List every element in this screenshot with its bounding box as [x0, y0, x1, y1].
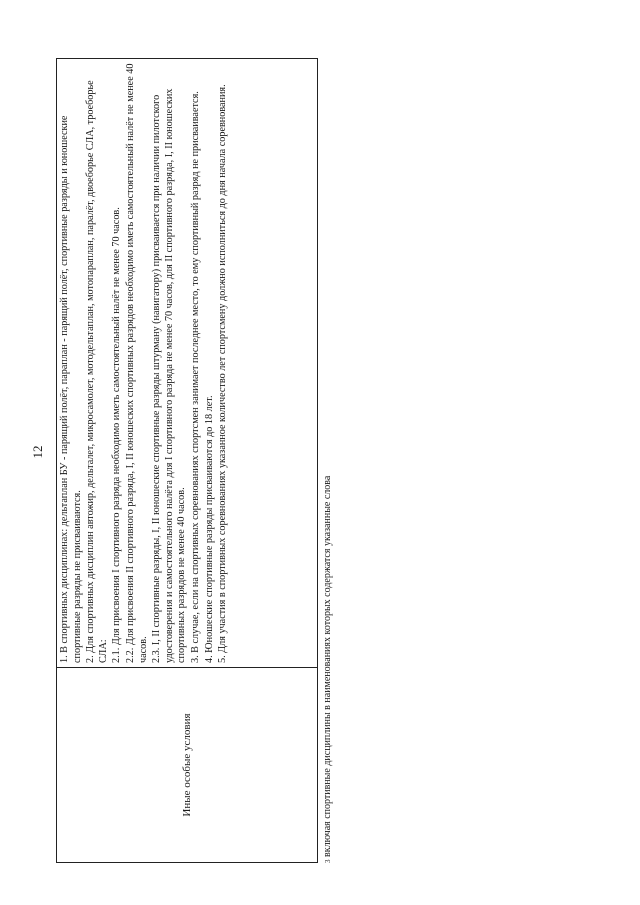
- page-number: 12: [30, 445, 45, 459]
- condition-item-2-2: 2.2. Для присвоения II спортивного разряда, I, II юношеских спортивных разрядов необходимо иметь самостоятельный налёт не менее 40 часов.: [124, 63, 149, 663]
- table-content-cell: [57, 59, 317, 667]
- condition-item-3: 3. В случае, если на спортивных соревнованиях спортсмен занимает последнее место, то ему спортивный разряд не присваивается.: [189, 91, 201, 663]
- condition-item-5: 5. Для участия в спортивных соревнованиях указанное количество лет спортсмену должно исполниться до дня начала соревнования.: [217, 84, 229, 663]
- footnote-text: включая спортивные дисциплины в наименованиях которых содержатся указанные слова: [322, 475, 333, 857]
- condition-item-4: 4. Юношеские спортивные разряды присваиваются до 18 лет.: [203, 395, 215, 663]
- footnote-marker: 3: [324, 859, 332, 863]
- condition-item-2-1: 2.1. Для присвоения I спортивного разряда необходимо иметь самостоятельный налёт не менее 70 часов.: [111, 207, 123, 663]
- condition-item-1: 1. В спортивных дисциплинах: дельтаплан БУ - парящий полёт, параплан - парящий полёт, спортивные разряды и юношеские спортивные разряды не присваиваются.: [59, 115, 83, 663]
- table-label: Иные особые условия: [181, 713, 193, 817]
- condition-item-2: 2. Для спортивных дисциплин автожир, дельталет, микросамолет, мотодельтаплан, мотопараплан, паралёт, двоеборье СЛА, троеборье СЛА:: [85, 80, 109, 663]
- conditions-table: [56, 58, 318, 863]
- condition-item-2-3: 2.3. I, II спортивные разряды, I, II юношеские спортивные разряды штурману (навигатору) присваивается при наличии пилотского удостоверения и самостоятельного налёта для I спортивного разряда не менее 70 часов, для II спортивного разряда, I, II юношеских спортивных разрядов не менее 40 часов.: [151, 88, 188, 663]
- table-label-cell: [57, 667, 317, 862]
- footnote: [322, 58, 334, 863]
- rotated-page-content: [56, 58, 333, 863]
